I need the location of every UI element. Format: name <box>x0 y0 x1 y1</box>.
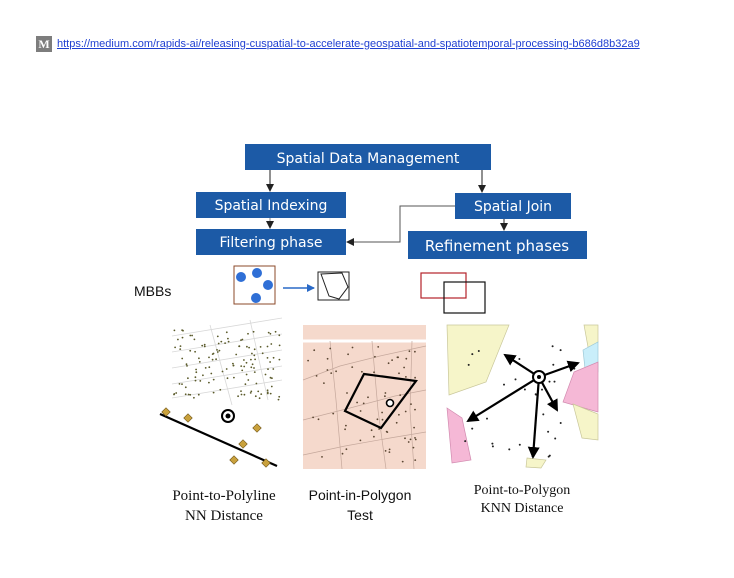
map-point <box>386 431 388 433</box>
mbb-overlap-boxes <box>421 273 485 313</box>
caption-polyline-line1: Point-to-Polyline <box>172 488 276 504</box>
map-point <box>278 334 280 336</box>
map-point <box>233 377 235 379</box>
map-point <box>227 377 229 379</box>
map-point <box>256 383 258 385</box>
map-point <box>464 440 466 442</box>
map-point <box>245 383 247 385</box>
map-point <box>218 343 220 345</box>
map-point <box>389 451 391 453</box>
map-point <box>232 363 234 365</box>
map-point <box>377 418 379 420</box>
mbb-points-box <box>234 266 275 304</box>
map-point <box>552 345 554 347</box>
map-point <box>384 395 386 397</box>
map-point <box>398 414 400 416</box>
map-point <box>204 344 206 346</box>
map-point <box>240 365 242 367</box>
mbbs-label: MBBs <box>134 283 172 299</box>
map-point <box>361 371 363 373</box>
map-point <box>389 449 391 451</box>
map-point <box>329 348 331 350</box>
map-point <box>208 366 210 368</box>
map-point <box>247 379 249 381</box>
map-point <box>251 353 253 355</box>
map-point <box>248 347 250 349</box>
mbb-polygon-box <box>318 272 349 300</box>
map-point <box>345 425 347 427</box>
map-point <box>255 395 257 397</box>
map-point <box>279 345 281 347</box>
map-point <box>385 392 387 394</box>
map-point <box>403 367 405 369</box>
map-point <box>414 377 416 379</box>
map-point <box>267 357 269 359</box>
map-point <box>316 375 318 377</box>
map-point <box>367 396 369 398</box>
map-point <box>327 369 329 371</box>
map-point <box>257 391 259 393</box>
map-point <box>377 346 379 348</box>
map-point <box>519 444 521 446</box>
map-point <box>275 331 277 333</box>
map-point <box>363 403 365 405</box>
map-point <box>414 459 416 461</box>
map-point <box>246 362 248 364</box>
map-point <box>391 359 393 361</box>
map-point <box>201 345 203 347</box>
map-point <box>191 335 193 337</box>
map-point <box>219 389 221 391</box>
map-point <box>253 331 255 333</box>
map-point <box>246 374 248 376</box>
map-point <box>541 389 543 391</box>
map-point <box>382 419 384 421</box>
map-point <box>360 410 362 412</box>
map-point <box>313 349 315 351</box>
map-point <box>267 346 269 348</box>
map-point <box>352 347 354 349</box>
map-point <box>243 359 245 361</box>
map-point <box>198 394 200 396</box>
map-point <box>409 350 411 352</box>
map-point <box>181 358 183 360</box>
map-point <box>268 332 270 334</box>
map-point <box>388 362 390 364</box>
map-point <box>216 349 218 351</box>
map-point <box>179 348 181 350</box>
map-point <box>210 373 212 375</box>
map-point <box>194 351 196 353</box>
map-point <box>408 441 410 443</box>
map-point <box>547 431 549 433</box>
map-point <box>405 411 407 413</box>
map-point <box>265 374 267 376</box>
map-point <box>174 330 176 332</box>
map-point <box>180 345 182 347</box>
map-point <box>312 417 314 419</box>
map-point <box>260 393 262 395</box>
map-point <box>174 347 176 349</box>
map-point <box>269 361 271 363</box>
map-point <box>179 383 181 385</box>
map-point <box>213 392 215 394</box>
map-point <box>267 389 269 391</box>
map-point <box>259 397 261 399</box>
map-point <box>385 450 387 452</box>
map-point <box>486 418 488 420</box>
map-point <box>518 358 520 360</box>
map-point <box>560 349 562 351</box>
map-point <box>270 393 272 395</box>
map-point <box>508 448 510 450</box>
map-point <box>254 371 256 373</box>
caption-knn-line2: KNN Distance <box>480 501 564 516</box>
map-point <box>323 382 325 384</box>
map-point <box>552 364 554 366</box>
map-point <box>185 393 187 395</box>
map-point <box>471 428 473 430</box>
map-point <box>222 371 224 373</box>
map-point <box>208 357 210 359</box>
map-point <box>405 358 407 360</box>
box-spatial-indexing-label: Spatial Indexing <box>214 198 328 214</box>
map-point <box>237 395 239 397</box>
map-point <box>318 418 320 420</box>
medium-icon: M <box>36 36 52 52</box>
map-point <box>252 363 254 365</box>
map-point <box>468 364 470 366</box>
map-point <box>360 440 362 442</box>
map-point <box>195 369 197 371</box>
map-point <box>186 363 188 365</box>
map-point <box>215 358 217 360</box>
map-point <box>175 392 177 394</box>
box-filtering-phase-label: Filtering phase <box>219 235 323 251</box>
map-point <box>173 393 175 395</box>
map-point <box>492 445 494 447</box>
map-point <box>241 394 243 396</box>
panel-point-in-polygon <box>303 325 426 469</box>
map-point <box>213 379 215 381</box>
map-point <box>373 371 375 373</box>
map-point <box>250 392 252 394</box>
map-point <box>396 422 398 424</box>
map-point <box>273 357 275 359</box>
map-point <box>253 355 255 357</box>
map-point <box>235 354 237 356</box>
map-point <box>270 377 272 379</box>
box-spatial-join-label: Spatial Join <box>473 199 553 215</box>
map-point <box>189 394 191 396</box>
map-point <box>398 372 400 374</box>
map-point <box>195 371 197 373</box>
map-point <box>181 383 183 385</box>
map-point <box>535 393 537 395</box>
map-point <box>262 352 264 354</box>
panel-point-to-polygon-knn <box>447 325 598 468</box>
map-point <box>478 350 480 352</box>
map-point <box>199 380 201 382</box>
map-point <box>270 343 272 345</box>
map-point <box>202 374 204 376</box>
box-spatial-data-management-label: Spatial Data Management <box>276 151 460 167</box>
map-point <box>212 353 214 355</box>
map-point <box>405 376 407 378</box>
map-point <box>246 346 248 348</box>
map-point <box>227 338 229 340</box>
map-point <box>347 353 349 355</box>
map-point <box>503 384 505 386</box>
map-point <box>397 356 399 358</box>
map-point <box>404 437 406 439</box>
map-point <box>243 366 245 368</box>
map-point <box>278 396 280 398</box>
map-point <box>399 394 401 396</box>
map-point <box>524 389 526 391</box>
map-point <box>346 392 348 394</box>
map-point <box>177 339 179 341</box>
map-point <box>254 359 256 361</box>
map-point <box>554 381 556 383</box>
map-point <box>332 413 334 415</box>
map-point <box>413 427 415 429</box>
box-spatial-data-management <box>245 144 491 170</box>
map-point <box>573 368 575 370</box>
map-point <box>208 382 210 384</box>
map-point <box>187 377 189 379</box>
map-point <box>542 413 544 415</box>
map-point <box>374 356 376 358</box>
map-point <box>226 331 228 333</box>
map-point <box>253 367 255 369</box>
map-point <box>204 346 206 348</box>
map-point <box>250 359 252 361</box>
map-point <box>226 368 228 370</box>
map-point <box>182 330 184 332</box>
map-point <box>240 390 242 392</box>
map-point <box>415 439 417 441</box>
box-refinement-phases <box>408 231 587 259</box>
map-point <box>219 350 221 352</box>
map-point <box>414 351 416 353</box>
source-link[interactable]: https://medium.com/rapids-ai/releasing-cuspatial-to-accelerate-geospatial-and-spatiotemporal-processing-b686d8b32a9 <box>57 38 640 50</box>
map-point <box>548 456 550 458</box>
map-point <box>560 422 562 424</box>
map-point <box>278 399 280 401</box>
map-point <box>242 339 244 341</box>
map-point <box>199 361 201 363</box>
map-point <box>371 429 373 431</box>
map-point <box>194 339 196 341</box>
box-refinement-phases-label: Refinement phases <box>424 237 570 255</box>
map-point <box>327 358 329 360</box>
map-point <box>267 393 269 395</box>
map-point <box>346 448 348 450</box>
map-point <box>254 348 256 350</box>
map-point <box>189 335 191 337</box>
map-point <box>182 337 184 339</box>
map-point <box>271 386 273 388</box>
map-point <box>224 342 226 344</box>
map-point <box>198 357 200 359</box>
map-point <box>195 376 197 378</box>
map-point <box>205 367 207 369</box>
box-spatial-indexing <box>196 192 346 218</box>
map-point <box>351 366 353 368</box>
map-point <box>217 351 219 353</box>
map-point <box>381 412 383 414</box>
map-point <box>344 428 346 430</box>
map-point <box>250 366 252 368</box>
map-point <box>549 381 551 383</box>
map-point <box>241 370 243 372</box>
map-point <box>402 461 404 463</box>
map-point <box>356 402 358 404</box>
map-point <box>554 438 556 440</box>
map-point <box>414 409 416 411</box>
map-point <box>212 359 214 361</box>
map-point <box>220 341 222 343</box>
map-point <box>321 456 323 458</box>
map-point <box>373 436 375 438</box>
map-point <box>189 350 191 352</box>
map-point <box>410 403 412 405</box>
map-point <box>270 333 272 335</box>
caption-polyline-line2: NN Distance <box>185 508 263 524</box>
map-point <box>471 353 473 355</box>
box-filtering-phase <box>196 229 346 255</box>
caption-polygon-line2: Test <box>347 507 373 523</box>
map-point <box>188 394 190 396</box>
panel-point-to-polyline <box>160 318 282 467</box>
map-point <box>413 447 415 449</box>
map-point <box>272 368 274 370</box>
map-point <box>260 346 262 348</box>
map-point <box>217 336 219 338</box>
map-point <box>186 365 188 367</box>
map-point <box>307 360 309 362</box>
map-point <box>410 439 412 441</box>
map-point <box>330 372 332 374</box>
map-point <box>195 380 197 382</box>
map-point <box>233 365 235 367</box>
map-point <box>239 345 241 347</box>
map-point <box>491 443 493 445</box>
map-point <box>267 368 269 370</box>
map-point <box>244 394 246 396</box>
box-spatial-join <box>455 193 571 219</box>
map-point <box>414 437 416 439</box>
map-point <box>335 370 337 372</box>
map-point <box>247 333 249 335</box>
map-point <box>193 397 195 399</box>
map-point <box>342 453 344 455</box>
map-point <box>279 359 281 361</box>
map-point <box>228 341 230 343</box>
map-point <box>515 378 517 380</box>
caption-polygon-line1: Point-in-Polygon <box>308 487 412 503</box>
map-point <box>185 386 187 388</box>
caption-knn-line1: Point-to-Polygon <box>473 483 571 498</box>
